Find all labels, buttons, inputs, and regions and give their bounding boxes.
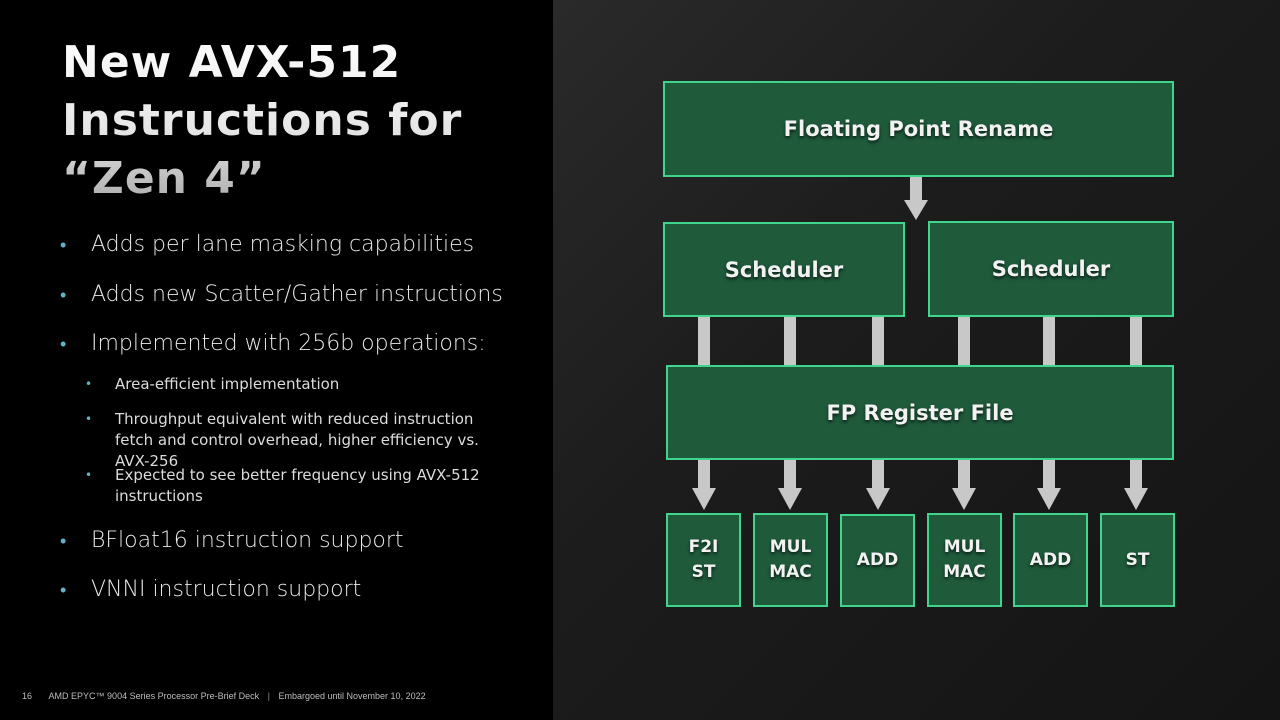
unit-st — [1100, 513, 1175, 607]
bullet-dot-icon: • — [60, 531, 67, 552]
unit-label: ST — [1125, 549, 1150, 570]
unit-label: MUL — [943, 537, 986, 557]
bullet-text: Adds per lane masking capabilities — [91, 232, 475, 257]
bullet-text: Area-efficient implementation — [115, 375, 340, 393]
arrow-to-unit — [952, 460, 976, 510]
footer-separator: | — [267, 691, 270, 701]
title-line: New AVX-512 — [62, 37, 402, 88]
fp-rename-label: Floating Point Rename — [783, 117, 1054, 141]
arrow-rename-to-scheduler — [904, 177, 928, 220]
bullet-text: Expected to see better frequency using AVX-512 instructions — [115, 466, 480, 505]
arrow-to-unit — [692, 460, 716, 510]
arrow-to-unit — [1124, 460, 1148, 510]
unit-f2i-st — [666, 513, 741, 607]
page-number: 16 — [22, 691, 33, 701]
unit-label: MAC — [943, 562, 986, 582]
deck-name: AMD EPYC™ 9004 Series Processor Pre-Brief Deck — [48, 691, 260, 701]
bullet-text: VNNI instruction support — [91, 577, 362, 602]
scheduler-connector-bar — [872, 317, 884, 365]
scheduler-label: Scheduler — [724, 257, 844, 282]
unit-label: ST — [691, 562, 716, 582]
arrow-to-unit — [1037, 460, 1061, 510]
title-line: Instructions for — [62, 95, 463, 146]
fp-rename-box — [663, 81, 1174, 177]
bullet-dot-icon: • — [60, 235, 67, 256]
unit-add-2 — [1013, 513, 1088, 607]
unit-add-1 — [840, 514, 915, 607]
register-file-label: FP Register File — [826, 400, 1014, 425]
unit-label: ADD — [1029, 549, 1072, 570]
unit-mul-mac-2 — [927, 513, 1002, 607]
scheduler-connector-bar — [698, 317, 710, 365]
unit-label: MUL — [769, 537, 812, 557]
arrow-to-unit — [866, 460, 890, 510]
bullet-text: BFloat16 instruction support — [91, 528, 404, 553]
bullet-dot-icon: • — [60, 285, 67, 306]
bullet-dot-icon: • — [85, 412, 93, 426]
scheduler-connector-bar — [1130, 317, 1142, 365]
fp-register-file-box — [666, 365, 1174, 460]
scheduler-connector-bar — [784, 317, 796, 365]
embargo-note: Embargoed until November 10, 2022 — [278, 691, 426, 701]
bullet-text: Adds new Scatter/Gather instructions — [91, 282, 503, 307]
bullet-dot-icon: • — [85, 377, 93, 391]
scheduler-box-2 — [928, 221, 1174, 317]
arrow-to-unit — [778, 460, 802, 510]
title-line: “Zen 4” — [62, 153, 266, 204]
bullet-text: Throughput equivalent with reduced instruction fetch and control overhead, higher efficiency vs. AVX-256 — [115, 410, 479, 470]
bullet-dot-icon: • — [60, 334, 67, 355]
unit-label: ADD — [856, 550, 899, 570]
scheduler-box-1 — [663, 222, 905, 317]
unit-mul-mac-1 — [753, 513, 828, 607]
bullet-dot-icon: • — [60, 580, 67, 601]
bullet-dot-icon: • — [85, 468, 93, 482]
scheduler-connector-bar — [1043, 317, 1055, 365]
unit-label: F2I — [688, 537, 719, 557]
scheduler-connector-bar — [958, 317, 970, 365]
unit-label: MAC — [769, 562, 812, 582]
bullet-text: Implemented with 256b operations: — [91, 331, 486, 356]
scheduler-label: Scheduler — [991, 257, 1111, 281]
